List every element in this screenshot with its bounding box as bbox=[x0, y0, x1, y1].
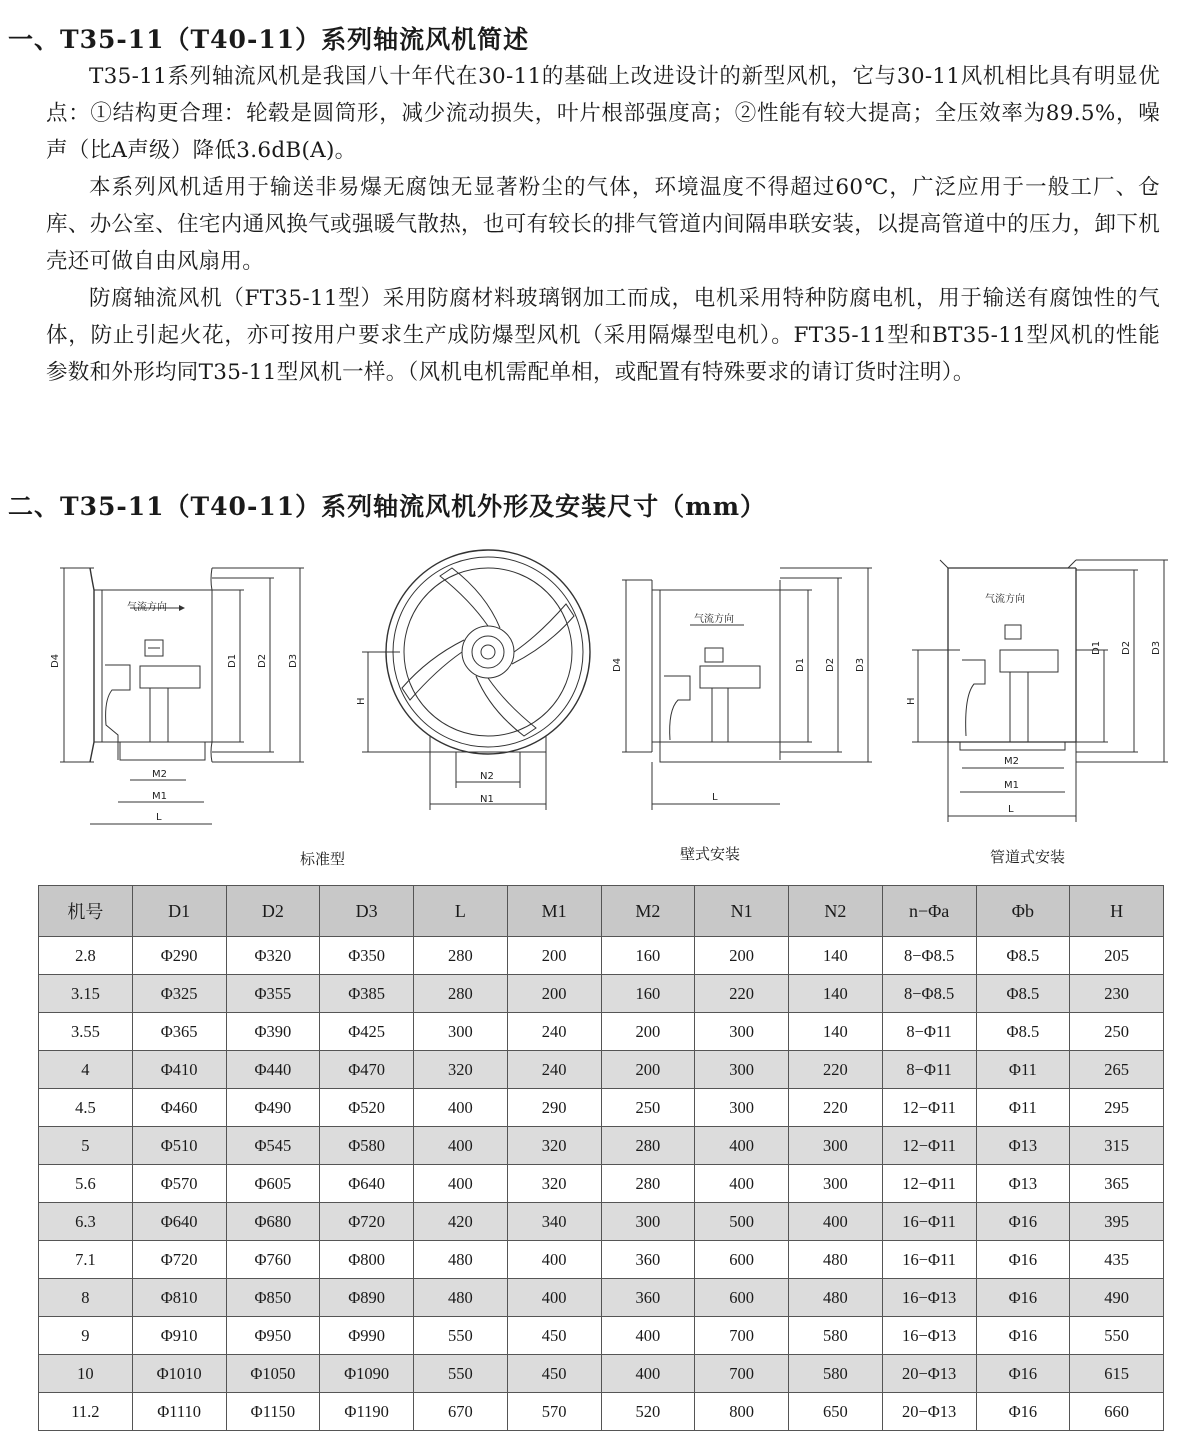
table-cell: 450 bbox=[507, 1355, 601, 1393]
table-cell: 8−Φ11 bbox=[882, 1013, 976, 1051]
table-cell: Φ1190 bbox=[320, 1393, 414, 1431]
table-cell: 200 bbox=[601, 1013, 695, 1051]
table-cell: 580 bbox=[789, 1355, 883, 1393]
table-cell: 500 bbox=[695, 1203, 789, 1241]
table-cell: Φ13 bbox=[976, 1127, 1070, 1165]
column-header: M2 bbox=[601, 886, 695, 937]
table-cell: 320 bbox=[414, 1051, 508, 1089]
table-cell: 670 bbox=[414, 1393, 508, 1431]
table-cell: Φ1150 bbox=[226, 1393, 320, 1431]
table-cell: 280 bbox=[601, 1165, 695, 1203]
table-cell: 5.6 bbox=[39, 1165, 133, 1203]
table-cell: 6.3 bbox=[39, 1203, 133, 1241]
table-cell: Φ1050 bbox=[226, 1355, 320, 1393]
table-cell: 615 bbox=[1070, 1355, 1164, 1393]
table-cell: 20−Φ13 bbox=[882, 1393, 976, 1431]
table-cell: 320 bbox=[507, 1165, 601, 1203]
table-cell: 700 bbox=[695, 1355, 789, 1393]
caption-duct: 管道式安装 bbox=[990, 848, 1066, 866]
table-row bbox=[39, 1279, 1164, 1317]
table-cell: 700 bbox=[695, 1317, 789, 1355]
table-cell: Φ16 bbox=[976, 1317, 1070, 1355]
table-cell: 300 bbox=[789, 1165, 883, 1203]
table-cell: 400 bbox=[414, 1165, 508, 1203]
table-cell: 300 bbox=[695, 1013, 789, 1051]
dim-label-l: L bbox=[1008, 804, 1014, 815]
dimension-table bbox=[38, 885, 1164, 1431]
table-cell: 12−Φ11 bbox=[882, 1089, 976, 1127]
table-cell: Φ16 bbox=[976, 1355, 1070, 1393]
table-cell: 280 bbox=[414, 975, 508, 1013]
dim-label-d3: D3 bbox=[288, 653, 299, 668]
table-cell: 435 bbox=[1070, 1241, 1164, 1279]
table-cell: Φ720 bbox=[320, 1203, 414, 1241]
dim-label-h: H bbox=[906, 697, 917, 705]
table-cell: Φ350 bbox=[320, 937, 414, 975]
table-cell: 140 bbox=[789, 975, 883, 1013]
table-cell: 340 bbox=[507, 1203, 601, 1241]
table-cell: 4.5 bbox=[39, 1089, 133, 1127]
drawing-duct-installation bbox=[912, 560, 1168, 822]
column-header: D2 bbox=[226, 886, 320, 937]
table-cell: Φ580 bbox=[320, 1127, 414, 1165]
table-cell: Φ640 bbox=[320, 1165, 414, 1203]
table-cell: 660 bbox=[1070, 1393, 1164, 1431]
dim-label-d4: D4 bbox=[50, 653, 61, 668]
column-header: H bbox=[1070, 886, 1164, 937]
table-cell: 480 bbox=[789, 1241, 883, 1279]
table-cell: 8 bbox=[39, 1279, 133, 1317]
table-cell: 200 bbox=[507, 937, 601, 975]
table-row bbox=[39, 1203, 1164, 1241]
table-cell: 650 bbox=[789, 1393, 883, 1431]
table-cell: Φ325 bbox=[132, 975, 226, 1013]
table-cell: 240 bbox=[507, 1051, 601, 1089]
table-cell: Φ440 bbox=[226, 1051, 320, 1089]
table-cell: 395 bbox=[1070, 1203, 1164, 1241]
table-cell: 295 bbox=[1070, 1089, 1164, 1127]
table-cell: Φ760 bbox=[226, 1241, 320, 1279]
table-cell: 400 bbox=[789, 1203, 883, 1241]
caption-wall: 壁式安装 bbox=[680, 845, 741, 863]
dim-label-m1: M1 bbox=[1004, 780, 1019, 791]
table-cell: 520 bbox=[601, 1393, 695, 1431]
section1-title: 一、T35-11（T40-11）系列轴流风机简述 bbox=[8, 25, 530, 54]
table-cell: Φ990 bbox=[320, 1317, 414, 1355]
dim-label-l: L bbox=[712, 792, 718, 803]
table-cell: Φ11 bbox=[976, 1051, 1070, 1089]
table-cell: 400 bbox=[601, 1317, 695, 1355]
table-header-row bbox=[39, 886, 1164, 937]
table-cell: 300 bbox=[414, 1013, 508, 1051]
installation-drawings bbox=[0, 545, 1200, 835]
table-row bbox=[39, 1013, 1164, 1051]
column-header: M1 bbox=[507, 886, 601, 937]
dim-label-n1: N1 bbox=[480, 794, 494, 805]
table-cell: Φ520 bbox=[320, 1089, 414, 1127]
dim-label-d2: D2 bbox=[825, 657, 836, 672]
table-cell: 600 bbox=[695, 1279, 789, 1317]
table-cell: 16−Φ13 bbox=[882, 1317, 976, 1355]
drawing-standard-front-view bbox=[362, 550, 590, 810]
table-cell: 265 bbox=[1070, 1051, 1164, 1089]
table-cell: Φ365 bbox=[132, 1013, 226, 1051]
table-cell: 300 bbox=[695, 1089, 789, 1127]
intro-paragraph: T35-11系列轴流风机是我国八十年代在30-11的基础上改进设计的新型风机，它与30-11风机相比具有明显优点：①结构更合理：轮毂是圆筒形，减少流动损失，叶片根部强度高；②性能有较大提高；全压效率为89.5%，噪声（比A声级）降低3.6dB(A)。 bbox=[46, 64, 1160, 163]
table-cell: Φ1090 bbox=[320, 1355, 414, 1393]
drawing-wall-installation bbox=[622, 568, 872, 810]
intro-text bbox=[46, 58, 1160, 391]
table-cell: Φ1010 bbox=[132, 1355, 226, 1393]
table-cell: 3.55 bbox=[39, 1013, 133, 1051]
table-cell: 360 bbox=[601, 1241, 695, 1279]
table-cell: 800 bbox=[695, 1393, 789, 1431]
table-cell: 16−Φ11 bbox=[882, 1241, 976, 1279]
table-cell: 8−Φ11 bbox=[882, 1051, 976, 1089]
table-cell: 12−Φ11 bbox=[882, 1165, 976, 1203]
dim-label-d1: D1 bbox=[1091, 640, 1102, 655]
table-row bbox=[39, 937, 1164, 975]
dim-label-d2: D2 bbox=[1121, 640, 1132, 655]
dim-label-n2: N2 bbox=[480, 771, 494, 782]
table-cell: 320 bbox=[507, 1127, 601, 1165]
table-cell: 580 bbox=[789, 1317, 883, 1355]
dim-label-d3: D3 bbox=[855, 657, 866, 672]
table-cell: Φ11 bbox=[976, 1089, 1070, 1127]
section2-title: 二、T35-11（T40-11）系列轴流风机外形及安装尺寸（mm） bbox=[8, 492, 767, 521]
table-cell: 400 bbox=[695, 1127, 789, 1165]
table-cell: Φ8.5 bbox=[976, 1013, 1070, 1051]
table-cell: 550 bbox=[1070, 1317, 1164, 1355]
table-cell: 300 bbox=[789, 1127, 883, 1165]
table-row bbox=[39, 1051, 1164, 1089]
table-cell: 16−Φ11 bbox=[882, 1203, 976, 1241]
drawing-standard-side-view bbox=[60, 568, 304, 824]
table-cell: Φ425 bbox=[320, 1013, 414, 1051]
table-cell: Φ460 bbox=[132, 1089, 226, 1127]
intro-paragraph: 本系列风机适用于输送非易爆无腐蚀无显著粉尘的气体，环境温度不得超过60℃，广泛应用于一般工厂、仓库、办公室、住宅内通风换气或强暖气散热，也可有较长的排气管道内间隔串联安装，以提高管道中的压力，卸下机壳还可做自由风扇用。 bbox=[46, 175, 1160, 274]
table-cell: Φ605 bbox=[226, 1165, 320, 1203]
table-cell: 600 bbox=[695, 1241, 789, 1279]
table-row bbox=[39, 1165, 1164, 1203]
table-cell: 400 bbox=[507, 1241, 601, 1279]
column-header: L bbox=[414, 886, 508, 937]
table-cell: 10 bbox=[39, 1355, 133, 1393]
table-cell: 490 bbox=[1070, 1279, 1164, 1317]
column-header: Φb bbox=[976, 886, 1070, 937]
airflow-label: 气流方向 bbox=[694, 614, 734, 625]
intro-paragraph: 防腐轴流风机（FT35-11型）采用防腐材料玻璃钢加工而成，电机采用特种防腐电机，用于输送有腐蚀性的气体，防止引起火花，亦可按用户要求生产成防爆型风机（采用隔爆型电机）。FT35-11型和BT35-11型风机的性能参数和外形均同T35-11型风机一样。（风机电机需配单相，或配置有特殊要求的请订货时注明）。 bbox=[46, 286, 1160, 385]
table-cell: Φ810 bbox=[132, 1279, 226, 1317]
table-cell: 220 bbox=[789, 1089, 883, 1127]
table-cell: 290 bbox=[507, 1089, 601, 1127]
table-cell: 205 bbox=[1070, 937, 1164, 975]
table-cell: Φ950 bbox=[226, 1317, 320, 1355]
table-cell: Φ510 bbox=[132, 1127, 226, 1165]
dim-label-d2: D2 bbox=[257, 653, 268, 668]
table-cell: 400 bbox=[414, 1089, 508, 1127]
table-cell: 240 bbox=[507, 1013, 601, 1051]
table-cell: 550 bbox=[414, 1355, 508, 1393]
table-cell: 20−Φ13 bbox=[882, 1355, 976, 1393]
table-cell: Φ1110 bbox=[132, 1393, 226, 1431]
table-cell: Φ410 bbox=[132, 1051, 226, 1089]
dim-label-d4: D4 bbox=[612, 657, 623, 672]
airflow-label: 气流方向 bbox=[985, 594, 1025, 605]
table-cell: Φ290 bbox=[132, 937, 226, 975]
table-row bbox=[39, 1317, 1164, 1355]
table-cell: Φ545 bbox=[226, 1127, 320, 1165]
dim-label-d1: D1 bbox=[227, 653, 238, 668]
table-cell: 400 bbox=[695, 1165, 789, 1203]
table-cell: Φ16 bbox=[976, 1203, 1070, 1241]
table-cell: 220 bbox=[789, 1051, 883, 1089]
table-row bbox=[39, 1241, 1164, 1279]
table-cell: Φ8.5 bbox=[976, 937, 1070, 975]
airflow-label: 气流方向 bbox=[127, 602, 167, 613]
table-cell: 250 bbox=[601, 1089, 695, 1127]
table-cell: 420 bbox=[414, 1203, 508, 1241]
dim-label-l: L bbox=[156, 812, 162, 823]
table-cell: 160 bbox=[601, 975, 695, 1013]
table-cell: 360 bbox=[601, 1279, 695, 1317]
caption-standard: 标准型 bbox=[300, 850, 346, 868]
dim-label-m2: M2 bbox=[152, 769, 167, 780]
table-cell: Φ800 bbox=[320, 1241, 414, 1279]
table-cell: 200 bbox=[601, 1051, 695, 1089]
dim-label-m2: M2 bbox=[1004, 756, 1019, 767]
table-cell: 5 bbox=[39, 1127, 133, 1165]
table-cell: 200 bbox=[695, 937, 789, 975]
table-cell: 220 bbox=[695, 975, 789, 1013]
dim-label-h: H bbox=[356, 697, 367, 705]
table-cell: 4 bbox=[39, 1051, 133, 1089]
table-cell: Φ890 bbox=[320, 1279, 414, 1317]
table-row bbox=[39, 1393, 1164, 1431]
table-cell: Φ16 bbox=[976, 1393, 1070, 1431]
table-cell: Φ850 bbox=[226, 1279, 320, 1317]
table-cell: 365 bbox=[1070, 1165, 1164, 1203]
column-header: N1 bbox=[695, 886, 789, 937]
table-cell: 570 bbox=[507, 1393, 601, 1431]
table-cell: 7.1 bbox=[39, 1241, 133, 1279]
table-cell: 400 bbox=[507, 1279, 601, 1317]
table-cell: Φ320 bbox=[226, 937, 320, 975]
table-cell: Φ470 bbox=[320, 1051, 414, 1089]
column-header: 机号 bbox=[39, 886, 133, 937]
table-cell: 16−Φ13 bbox=[882, 1279, 976, 1317]
dim-label-d3: D3 bbox=[1151, 640, 1162, 655]
table-cell: 160 bbox=[601, 937, 695, 975]
dim-label-m1: M1 bbox=[152, 791, 167, 802]
table-cell: Φ355 bbox=[226, 975, 320, 1013]
table-cell: Φ640 bbox=[132, 1203, 226, 1241]
table-cell: Φ16 bbox=[976, 1241, 1070, 1279]
table-cell: 400 bbox=[601, 1355, 695, 1393]
column-header: D1 bbox=[132, 886, 226, 937]
table-cell: 140 bbox=[789, 937, 883, 975]
table-cell: Φ910 bbox=[132, 1317, 226, 1355]
table-cell: 250 bbox=[1070, 1013, 1164, 1051]
table-cell: 8−Φ8.5 bbox=[882, 975, 976, 1013]
table-cell: 230 bbox=[1070, 975, 1164, 1013]
table-cell: Φ720 bbox=[132, 1241, 226, 1279]
table-cell: 140 bbox=[789, 1013, 883, 1051]
table-cell: 9 bbox=[39, 1317, 133, 1355]
dim-label-d1: D1 bbox=[795, 657, 806, 672]
table-cell: 280 bbox=[414, 937, 508, 975]
table-cell: 450 bbox=[507, 1317, 601, 1355]
column-header: N2 bbox=[789, 886, 883, 937]
table-cell: Φ13 bbox=[976, 1165, 1070, 1203]
table-cell: Φ680 bbox=[226, 1203, 320, 1241]
table-cell: 480 bbox=[414, 1279, 508, 1317]
table-cell: 480 bbox=[789, 1279, 883, 1317]
table-cell: 300 bbox=[695, 1051, 789, 1089]
table-cell: 400 bbox=[414, 1127, 508, 1165]
table-cell: Φ490 bbox=[226, 1089, 320, 1127]
table-cell: Φ570 bbox=[132, 1165, 226, 1203]
column-header: n−Φa bbox=[882, 886, 976, 937]
table-cell: 280 bbox=[601, 1127, 695, 1165]
table-cell: 3.15 bbox=[39, 975, 133, 1013]
table-cell: Φ8.5 bbox=[976, 975, 1070, 1013]
table-cell: Φ390 bbox=[226, 1013, 320, 1051]
table-row bbox=[39, 1089, 1164, 1127]
table-row bbox=[39, 1127, 1164, 1165]
table-cell: 12−Φ11 bbox=[882, 1127, 976, 1165]
table-cell: 8−Φ8.5 bbox=[882, 937, 976, 975]
table-cell: 300 bbox=[601, 1203, 695, 1241]
table-row bbox=[39, 975, 1164, 1013]
table-cell: 200 bbox=[507, 975, 601, 1013]
table-cell: Φ16 bbox=[976, 1279, 1070, 1317]
table-row bbox=[39, 1355, 1164, 1393]
table-cell: 550 bbox=[414, 1317, 508, 1355]
table-cell: 315 bbox=[1070, 1127, 1164, 1165]
column-header: D3 bbox=[320, 886, 414, 937]
table-cell: Φ385 bbox=[320, 975, 414, 1013]
table-cell: 2.8 bbox=[39, 937, 133, 975]
table-cell: 11.2 bbox=[39, 1393, 133, 1431]
table-cell: 480 bbox=[414, 1241, 508, 1279]
